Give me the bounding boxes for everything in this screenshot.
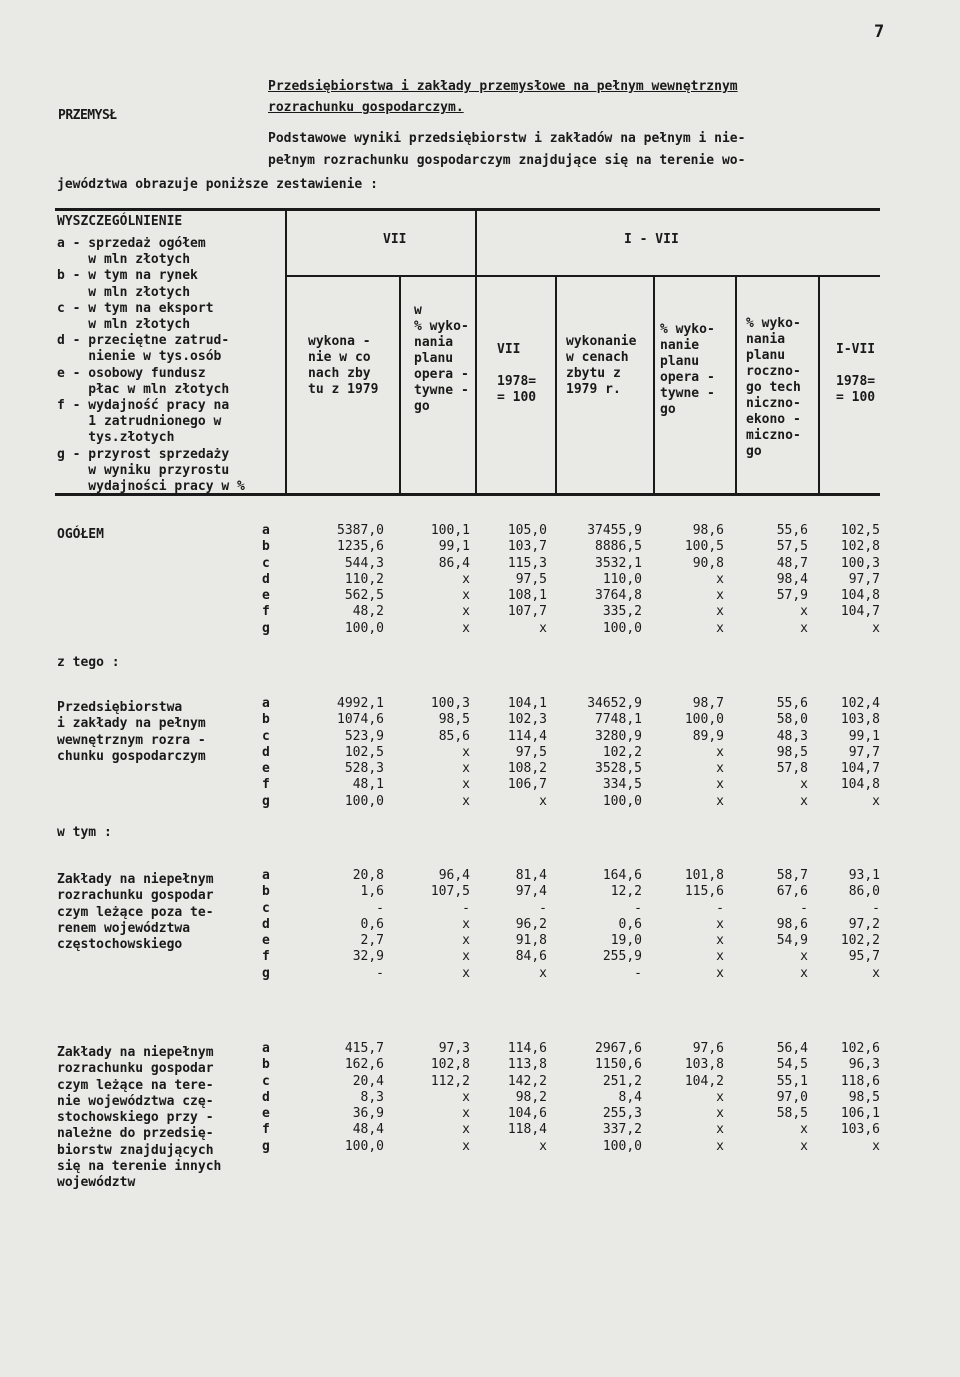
group-full-col-4: 34652,9 7748,1 3280,9 102,2 3528,5 334,5 100,0 [587, 696, 642, 809]
group-outside-col-6: 58,7 67,6 - 98,6 54,9 x x [776, 868, 808, 981]
group-inside-col-3: 114,6 113,8 142,2 98,2 104,6 118,4 x [507, 1041, 547, 1154]
header-col-2: w % wyko- nania planu opera - tywne - go [414, 303, 469, 414]
intro-line-1: Podstawowe wyniki przedsiębiorstw i zakładów na pełnym i nie- [268, 131, 746, 146]
group-full-col-7: 102,4 103,8 99,1 97,7 104,7 104,8 x [840, 696, 880, 809]
row-letters: a b c d e f g [262, 1041, 270, 1154]
document-title [268, 76, 738, 118]
group-outside-col-7: 93,1 86,0 - 97,2 102,2 95,7 x [840, 868, 880, 981]
row-letters: a b c d e f g [262, 868, 270, 981]
group-full-col-5: 98,7 100,0 89,9 x x x x [684, 696, 724, 809]
header-vii: VII [383, 232, 407, 247]
group-total-col-4: 37455,9 8886,5 3532,1 110,0 3764,8 335,2 100,0 [587, 523, 642, 636]
col-divider-5 [653, 277, 655, 494]
group-inside-col-7: 102,6 96,3 118,6 98,5 106,1 103,6 x [840, 1041, 880, 1154]
group-inside-col-5: 97,6 103,8 104,2 x x x x [684, 1041, 724, 1154]
group-total-col-1: 5387,0 1235,6 544,3 110,2 562,5 48,2 100,0 [337, 523, 384, 636]
header-col-4: wykonanie w cenach zbytu z 1979 r. [566, 334, 637, 397]
header-col-5: % wyko- nanie planu opera - tywne - go [660, 322, 715, 417]
title-line-1: Przedsiębiorstwa i zakłady przemysłowe na pełnym wewnętrznym [268, 79, 738, 94]
group-full-col-2: 100,3 98,5 85,6 x x x x [430, 696, 470, 809]
col-divider-6 [735, 277, 737, 494]
group-total-col-2: 100,1 99,1 86,4 x x x x [430, 523, 470, 636]
group-outside-col-2: 96,4 107,5 - x x x x [430, 868, 470, 981]
group-full-col-6: 55,6 58,0 48,3 98,5 57,8 x x [776, 696, 808, 809]
z-tego-label: z tego : [57, 655, 120, 670]
legend-title: WYSZCZEGÓLNIENIE [57, 214, 183, 229]
col-divider-3 [475, 210, 477, 494]
table-top-rule [55, 208, 880, 211]
group-outside-col-1: 20,8 1,6 - 0,6 2,7 32,9 - [352, 868, 384, 981]
group-total-col-5: 98,6 100,5 90,8 x x x x [684, 523, 724, 636]
legend-text: a - sprzedaż ogółem w mln złotych b - w tym na rynek w mln złotych c - w tym na eksport w mln złotych d - przeciętne zatrud- nienie w tys.osób e - osobowy fundusz płac w mln złotych f - wydajność pracy na 1 zatrudnionego w tys.złotych g - przyrost sprzedaży w wyniku przyrostu wydajności pracy w % [57, 236, 245, 495]
page-number: 7 [874, 22, 885, 42]
group-outside-col-5: 101,8 115,6 - x x x x [684, 868, 724, 981]
group-inside-col-1: 415,7 162,6 20,4 8,3 36,9 48,4 100,0 [344, 1041, 384, 1154]
title-line-2: rozrachunku gospodarczym. [268, 100, 464, 115]
col-divider-1 [285, 210, 287, 494]
col-divider-7 [818, 277, 820, 494]
group-label-total: OGÓŁEM [57, 527, 104, 542]
group-inside-col-6: 56,4 54,5 55,1 97,0 58,5 x x [776, 1041, 808, 1154]
group-total-col-6: 55,6 57,5 48,7 98,4 57,9 x x [776, 523, 808, 636]
group-full-col-3: 104,1 102,3 114,4 97,5 108,2 106,7 x [507, 696, 547, 809]
section-label: PRZEMYSŁ [58, 108, 117, 123]
group-inside-col-2: 97,3 102,8 112,2 x x x x [430, 1041, 470, 1154]
row-letters: a b c d e f g [262, 523, 270, 636]
group-full-col-1: 4992,1 1074,6 523,9 102,5 528,3 48,1 100,0 [337, 696, 384, 809]
col-divider-4 [555, 277, 557, 494]
header-sub-rule [286, 275, 880, 277]
group-outside-col-4: 164,6 12,2 - 0,6 19,0 255,9 - [602, 868, 642, 981]
header-col-3: VII 1978= = 100 [497, 342, 537, 405]
group-outside-col-3: 81,4 97,4 - 96,2 91,8 84,6 x [515, 868, 547, 981]
group-label-full-accounting: Przedsiębiorstwa i zakłady na pełnym wewnętrznym rozra - chunku gospodarczym [57, 700, 206, 764]
w-tym-label: w tym : [57, 825, 112, 840]
col-divider-2 [399, 277, 401, 494]
header-col-7: I-VII 1978= = 100 [836, 342, 876, 405]
header-i-vii: I - VII [624, 232, 679, 247]
group-total-col-7: 102,5 102,8 100,3 97,7 104,8 104,7 x [840, 523, 880, 636]
group-total-col-3: 105,0 103,7 115,3 97,5 108,1 107,7 x [507, 523, 547, 636]
intro-line-3: jewództwa obrazuje poniższe zestawienie : [57, 177, 378, 192]
group-label-inside-region: Zakłady na niepełnym rozrachunku gospodar czym leżące na tere- nie województwa czę- stochowskiego przy - należne do przedsię- biorstw znajdujących się na terenie innych województw [57, 1045, 222, 1191]
header-col-6: % wyko- nania planu roczno- go tech niczno- ekono - miczno- go [746, 316, 801, 459]
row-letters: a b c d e f g [262, 696, 270, 809]
intro-line-2: pełnym rozrachunku gospodarczym znajdujące się na terenie wo- [268, 153, 746, 168]
group-inside-col-4: 2967,6 1150,6 251,2 8,4 255,3 337,2 100,0 [595, 1041, 642, 1154]
group-label-outside-region: Zakłady na niepełnym rozrachunku gospodar czym leżące poza te- renem województwa częstochowskiego [57, 872, 214, 953]
header-col-1: wykona - nie w co nach zby tu z 1979 [308, 334, 379, 397]
